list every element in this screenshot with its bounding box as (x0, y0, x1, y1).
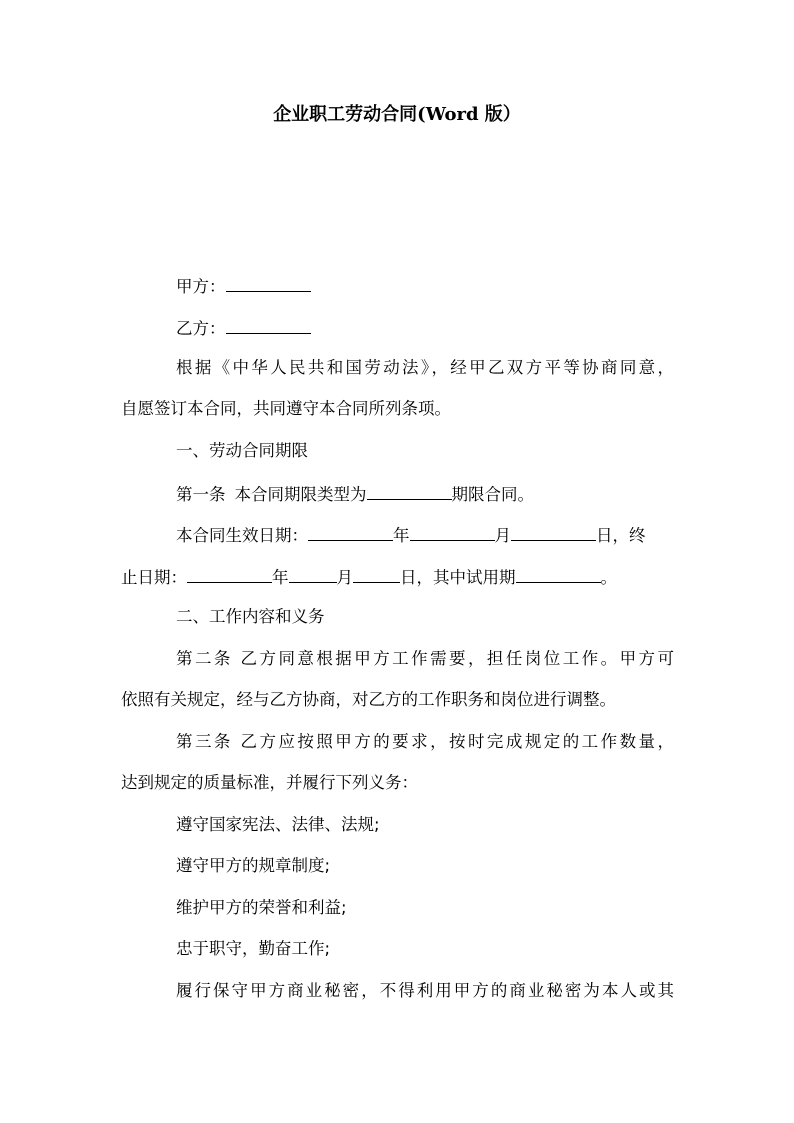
month-label: 月 (336, 568, 353, 587)
party-b-blank (226, 316, 311, 334)
duty-item: 遵守甲方的规章制度; (176, 856, 331, 875)
article1-text-pre: 本合同期限类型为 (234, 485, 367, 504)
start-day-blank (511, 523, 596, 541)
year-label: 年 (393, 526, 410, 545)
section1-heading: 一、劳动合同期限 (176, 441, 308, 460)
year-label: 年 (272, 568, 289, 587)
duty-item-5: 履行保守甲方商业秘密，不得利用甲方的商业秘密为本人或其 (176, 981, 674, 1000)
probation-blank (516, 565, 601, 583)
document-title: 企业职工劳动合同(Word 版） (273, 104, 521, 125)
month-label: 月 (494, 526, 511, 545)
party-a-line (176, 274, 311, 298)
probation-label: 日，其中试用期 (400, 568, 516, 587)
preamble-line-1: 根据《中华人民共和国劳动法》，经甲乙双方平等协商同意， (176, 358, 674, 377)
duty-item: 维护甲方的荣誉和利益; (176, 898, 347, 917)
duty-item: 忠于职守，勤奋工作; (176, 939, 331, 958)
end-month-blank (289, 565, 337, 583)
article1-number: 第一条 (176, 485, 226, 504)
end-day-blank (353, 565, 400, 583)
end-date-line (121, 565, 617, 589)
day-end-label: 日，终 (596, 526, 646, 545)
end-date-label: 止日期： (121, 568, 187, 587)
effective-date-line (176, 523, 646, 547)
article1-line (176, 482, 534, 506)
party-b-line (176, 316, 311, 340)
duty-item: 遵守国家宪法、法律、法规; (176, 815, 380, 834)
preamble-line-2: 自愿签订本合同，共同遵守本合同所列条项。 (121, 399, 451, 418)
article3-line-2: 达到规定的质量标准，并履行下列义务： (121, 773, 418, 792)
effective-date-label: 本合同生效日期： (176, 526, 308, 545)
party-b-label: 乙方： (176, 319, 226, 338)
contract-type-blank (367, 482, 452, 500)
party-a-label: 甲方： (176, 277, 226, 296)
article3-line-1: 第三条 乙方应按照甲方的要求，按时完成规定的工作数量， (176, 732, 674, 751)
party-a-blank (226, 274, 311, 292)
period-end: 。 (600, 568, 617, 587)
start-year-blank (308, 523, 393, 541)
article1-text-post: 期限合同。 (451, 485, 534, 504)
start-month-blank (410, 523, 495, 541)
article2-line-2: 依照有关规定，经与乙方协商，对乙方的工作职务和岗位进行调整。 (121, 690, 616, 709)
article2-line-1: 第二条 乙方同意根据甲方工作需要，担任岗位工作。甲方可 (176, 649, 674, 668)
section2-heading: 二、工作内容和义务 (176, 607, 325, 626)
end-year-blank (187, 565, 272, 583)
